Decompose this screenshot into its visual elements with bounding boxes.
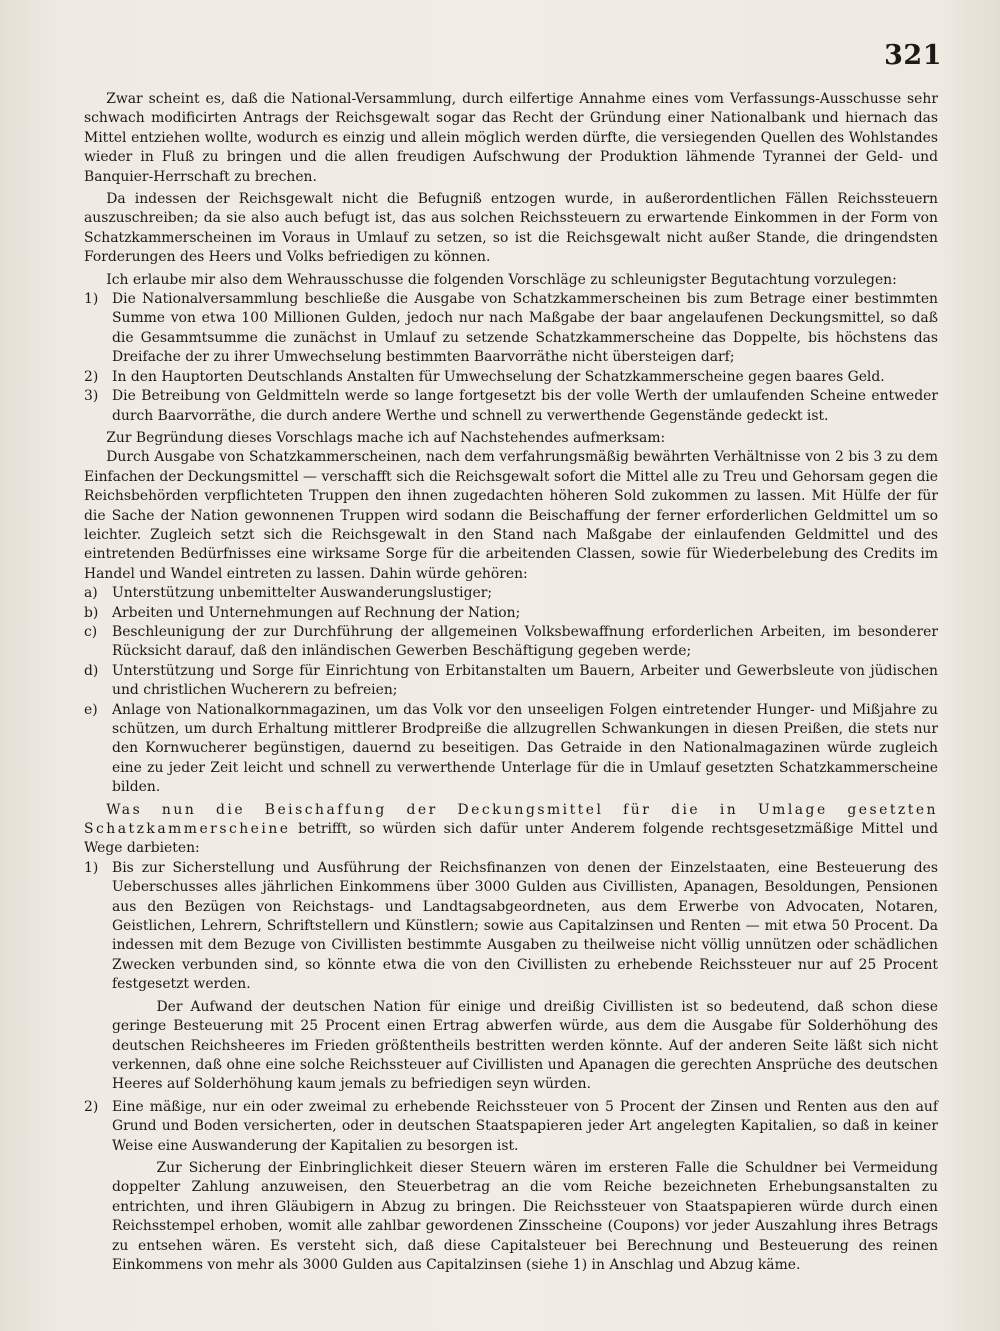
list-item-text: Unterstützung und Sorge für Einrichtung von Erbitanstalten um Bauern, Arbeiter und Gewerbsleute von jüdischen und christlichen Wucherern zu befreien; xyxy=(112,662,938,699)
list-marker: 2) xyxy=(84,368,99,385)
paragraph: Durch Ausgabe von Schatzkammerscheinen, nach dem verfahrungsmäßig bewährten Verhältnisse von 2 bis 3 zu dem Einfachen der Deckungsmittel — verschafft sich die Reichsgewalt sofort die Mittel alle zu Treu und Gehorsam gegen die Reichsbehörden verpflichteten Truppen den ihnen zugedachten höheren Sold zukommen zu lassen. Mit Hülfe der für die Sache der Nation gewonnenen Truppen wird sodann die Beischaffung der ferner erforderlichen Geldmittel um so leichter. Zugleich setzt sich die Reichsgewalt in den Stand nach Maßgabe der einlaufenden Geldmittel und des eintretenden Bedürfnisses eine wirksame Sorge für die arbeitenden Classen, sowie für Wiederbelebung des Credits im Handel und Wandel eintreten zu lassen. Dahin würde gehören: xyxy=(84,449,938,582)
list-marker: c) xyxy=(84,623,98,640)
paragraph: Zur Sicherung der Einbringlichkeit dieser Steuern wären im ersteren Falle die Schuldner bei Vermeidung doppelter Zahlung anzuweisen, den Steuerbetrag an die vom Reiche bezeichneten Erhebungsanstalten zu entrichten, und ihren Gläubigern in Abzug zu bringen. Die Reichssteuer von Staatspapieren würde durch einen Reichsstempel erhoben, womit alle zahlbar gewordenen Zinsscheine (Coupons) vor jeder Auszahlung ihres Betrags zu entsehen wären. Es versteht sich, daß diese Capitalsteuer bei Berechnung und Besteuerung des reinen Einkommens von mehr als 3000 Gulden aus Capitalzinsen (siehe 1) in Anschlag und Abzug käme. xyxy=(112,1159,938,1273)
list-item xyxy=(84,1098,938,1156)
list-item-text: Beschleunigung der zur Durchführung der allgemeinen Volksbewaffnung erforderlichen Arbeiten, im besonderer Rücksicht darauf, daß den inländischen Gewerben Beschäftigung gegeben werde; xyxy=(112,623,938,660)
list-item xyxy=(84,604,938,623)
list-marker: d) xyxy=(84,662,99,679)
list-item xyxy=(84,584,938,603)
document-body xyxy=(84,90,938,1275)
list-marker: 3) xyxy=(84,388,99,405)
list-item-text: Unterstützung unbemittelter Auswanderungslustiger; xyxy=(112,585,493,602)
list-item xyxy=(84,859,938,995)
list-item-text: In den Hauptorten Deutschlands Anstalten für Umwechselung der Schatzkammerscheine gegen baares Geld. xyxy=(112,368,885,385)
list-marker: 1) xyxy=(84,859,99,876)
spaced-phrase: Was nun die Beischaffung der Deckungsmittel für die in Umlage gesetzten Schatzkammerscheine xyxy=(84,801,938,838)
list-marker: 2) xyxy=(84,1098,99,1115)
list-item-text: Arbeiten und Unternehmungen auf Rechnung der Nation; xyxy=(112,604,521,621)
paragraph: Ich erlaube mir also dem Wehrausschusse die folgenden Vorschläge zu schleunigster Begutachtung vorzulegen: xyxy=(106,271,897,288)
proposal-list xyxy=(84,290,938,426)
list-item-text: Die Nationalversammlung beschließe die Ausgabe von Schatzkammerscheinen bis zum Betrage einer bestimmten Summe von etwa 100 Millionen Gulden, jedoch nur nach Maßgabe der baar angelaufenen Deckungsmittel, so daß die Gesammtsumme die zunächst in Umlauf zu setzende Schatzkammerscheine das Doppelte, bis höchstens das Dreifache der zu ihrer Umwechselung bestimmten Baarvorräthe nicht übersteigen darf; xyxy=(112,291,938,366)
list-marker: b) xyxy=(84,604,99,621)
paragraph xyxy=(84,801,938,859)
means-list xyxy=(84,859,938,995)
paragraph: Der Aufwand der deutschen Nation für einige und dreißig Civillisten ist so bedeutend, daß schon diese geringe Besteuerung mit 25 Procent einen Ertrag abwerfen würde, aus dem die Ausgabe für Solderhöhung des deutschen Reichsheeres im Frieden größtentheils bestritten werden könnte. Auf der anderen Seite läßt sich nicht verkennen, daß ohne eine solche Reichssteuer auf Civillisten und Apanagen die gerechten Ansprüche des deutschen Heeres auf Solderhöhung kaum jemals zu befriedigen seyn würden. xyxy=(112,998,938,1093)
list-item-text: Bis zur Sicherstellung und Ausführung der Reichsfinanzen von denen der Einzelstaaten, eine Besteuerung des Ueberschusses alles jährlichen Einkommens über 3000 Gulden aus Civillisten, Apanagen, Besoldungen, Pensionen aus den Bezügen von Reichstags- und Landtagsabgeordneten, aus dem Erwerbe von Advocaten, Notaren, Geistlichen, Lehrern, Schriftstellern und Künstlern; sowie aus Capitalzinsen und Renten — mit etwa 50 Procent. Da indessen mit dem Bezuge von Civillisten bestimmte Ausgaben zu theilweise nicht völlig unnützen oder schädlichen Zwecken verbunden sind, so könnte etwa die von den Civillisten zu erhebende Reichssteuer nur auf 25 Procent festgesetzt werden. xyxy=(112,859,938,993)
list-item xyxy=(84,623,938,662)
paragraph: Zwar scheint es, daß die National-Versammlung, durch eilfertige Annahme eines vom Verfassungs-Ausschusse sehr schwach modificirten Antrags der Reichsgewalt sogar das Recht der Gründung einer Nationalbank und hiernach das Mittel entziehen wollte, wodurch es einzig und allein möglich werden dürfte, die versiegenden Quellen des Wohlstandes wieder in Fluß zu bringen und die allen freudigen Aufschwung der Produktion lähmende Tyrannei der Geld- und Banquier-Herrschaft zu brechen. xyxy=(84,91,938,185)
list-item xyxy=(84,368,938,387)
list-item xyxy=(84,290,938,368)
list-item xyxy=(84,387,938,426)
page-number: 321 xyxy=(884,40,942,71)
paragraph-continuation: betrifft, so würden sich dafür unter Anderem folgende rechtsgesetzmäßige Mittel und Wege darbieten: xyxy=(84,821,938,857)
paragraph: Da indessen der Reichsgewalt nicht die Befugniß entzogen wurde, in außerordentlichen Fällen Reichssteuern auszuschreiben; da sie also auch befugt ist, das aus solchen Reichssteuern zu erwartende Einkommen in der Form von Schatzkammerscheinen im Voraus in Umlauf zu setzen, so ist die Reichsgewalt nicht außer Stande, die dringendsten Forderungen des Heers und Volks befriedigen zu können. xyxy=(84,191,938,266)
list-item-text: Eine mäßige, nur ein oder zweimal zu erhebende Reichssteuer von 5 Procent der Zinsen und Renten aus den auf Grund und Boden versicherten, oder in deutschen Staatspapieren jeder Art angelegten Kapitalien, so daß in keiner Weise eine Auswanderung der Kapitalien zu besorgen ist. xyxy=(112,1098,938,1154)
measures-list xyxy=(84,584,938,797)
list-item xyxy=(84,662,938,701)
means-list xyxy=(84,1098,938,1156)
list-marker: e) xyxy=(84,701,98,718)
indented-paragraph-block xyxy=(84,1159,938,1275)
paragraph: Zur Begründung dieses Vorschlags mache ich auf Nachstehendes aufmerksam: xyxy=(106,429,666,446)
list-item xyxy=(84,701,938,798)
list-item-text: Anlage von Nationalkornmagazinen, um das Volk vor den unseeligen Folgen eintretender Hunger- und Mißjahre zu schützen, um durch Erhaltung mittlerer Brodpreiße die allzugrellen Schwankungen in diesen Preißen, die stets nur den Kornwucherer begünstigen, dauernd zu beseitigen. Das Getraide in den Nationalmagazinen würde zugleich eine zu jeder Zeit leicht und schnell zu verwerthende Unterlage für die in Umlauf gesetzten Schatzkammerscheine bilden. xyxy=(112,701,938,796)
list-marker: a) xyxy=(84,585,98,602)
list-marker: 1) xyxy=(84,291,99,308)
indented-paragraph-block xyxy=(84,998,938,1095)
list-item-text: Die Betreibung von Geldmitteln werde so lange fortgesetzt bis der volle Werth der umlaufenden Scheine entweder durch Baarvorräthe, die durch andere Werthe und schnell zu verwerthende Gegenstände gedeckt ist. xyxy=(112,388,938,424)
